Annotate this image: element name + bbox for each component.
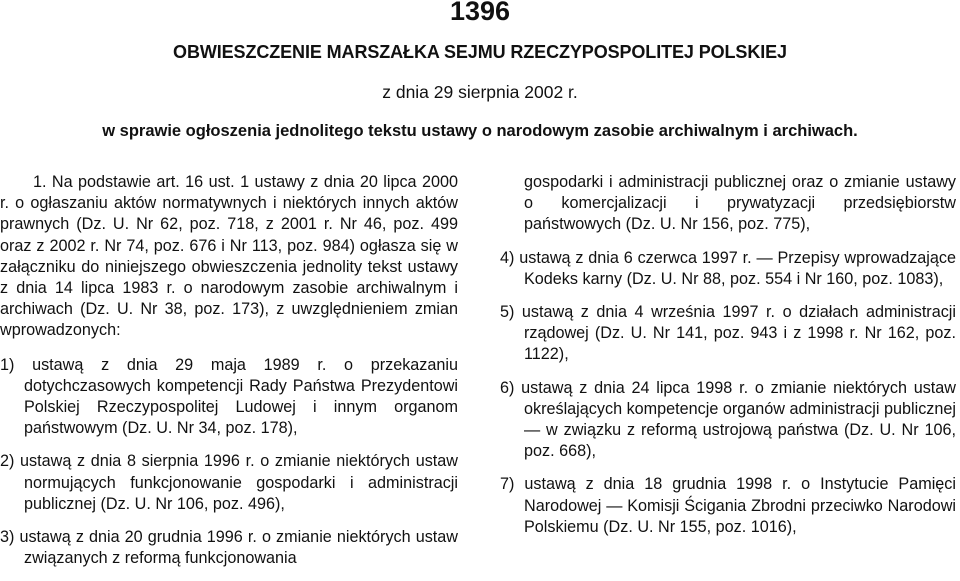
- list-item-3-continuation: gospodarki i administracji publicznej oraz o zmianie ustawy o komercjalizacji i prywatyzacji przedsiębiorstw państwowych (Dz. U. Nr 156, poz. 775),: [524, 173, 956, 234]
- left-column: [0, 172, 458, 581]
- document-date: z dnia 29 sierpnia 2002 r.: [382, 82, 578, 102]
- document-subject: w sprawie ogłoszenia jednolitego tekstu ustawy o narodowym zasobie archiwalnym i archiwach.: [102, 122, 858, 140]
- list-item-1: 1) ustawą z dnia 29 maja 1989 r. o przekazaniu dotychczasowych kompetencji Rady Państwa Prezydentowi Polskiej Rzeczypospolitej Ludowej i innym organom państwowym (Dz. U. Nr 34, poz. 178),: [0, 355, 458, 438]
- list-item-6: 6) ustawą z dnia 24 lipca 1998 r. o zmianie niektórych ustaw określających kompetencje organów administracji publicznej — w związku z reformą ustrojową państwa (Dz. U. Nr 106, poz. 668),: [500, 378, 956, 461]
- list-item-5: 5) ustawą z dnia 4 września 1997 r. o działach administracji rządowej (Dz. U. Nr 141, poz. 943 i z 1998 r. Nr 162, poz. 1122),: [500, 303, 956, 364]
- list-item-3: 3) ustawą z dnia 20 grudnia 1996 r. o zmianie niektórych ustaw związanych z reformą funkcjonowania: [0, 528, 458, 568]
- document-title: OBWIESZCZENIE MARSZAŁKA SEJMU RZECZYPOSPOLITEJ POLSKIEJ: [173, 42, 787, 62]
- list-item-7: 7) ustawą z dnia 18 grudnia 1998 r. o Instytucie Pamięci Narodowej — Komisji Ścigania Zbrodni przeciwko Narodowi Polskiemu (Dz. U. Nr 155, poz. 1016),: [500, 475, 956, 536]
- list-item-4: 4) ustawą z dnia 6 czerwca 1997 r. — Przepisy wprowadzające Kodeks karny (Dz. U. Nr 88, poz. 554 i Nr 160, poz. 1083),: [500, 248, 956, 288]
- list-item-2: 2) ustawą z dnia 8 sierpnia 1996 r. o zmianie niektórych ustaw normujących funkcjonowanie gospodarki i administracji publicznej (Dz. U. Nr 106, poz. 496),: [0, 452, 458, 513]
- position-number: 1396: [449, 0, 511, 26]
- right-column: [500, 172, 956, 550]
- intro-paragraph: 1. Na podstawie art. 16 ust. 1 ustawy z dnia 20 lipca 2000 r. o ogłaszaniu aktów normatywnych i niektórych innych aktów prawnych (Dz. U. Nr 62, poz. 718, z 2001 r. Nr 46, poz. 499 oraz z 2002 r. Nr 74, poz. 676 i Nr 113, poz. 984) ogłasza się w załączniku do niniejszego obwieszczenia jednolity tekst ustawy z dnia 14 lipca 1983 r. o narodowym zasobie archiwalnym i archiwach (Dz. U. Nr 38, poz. 173), z uwzględnieniem zmian wprowadzonych:: [0, 173, 458, 340]
